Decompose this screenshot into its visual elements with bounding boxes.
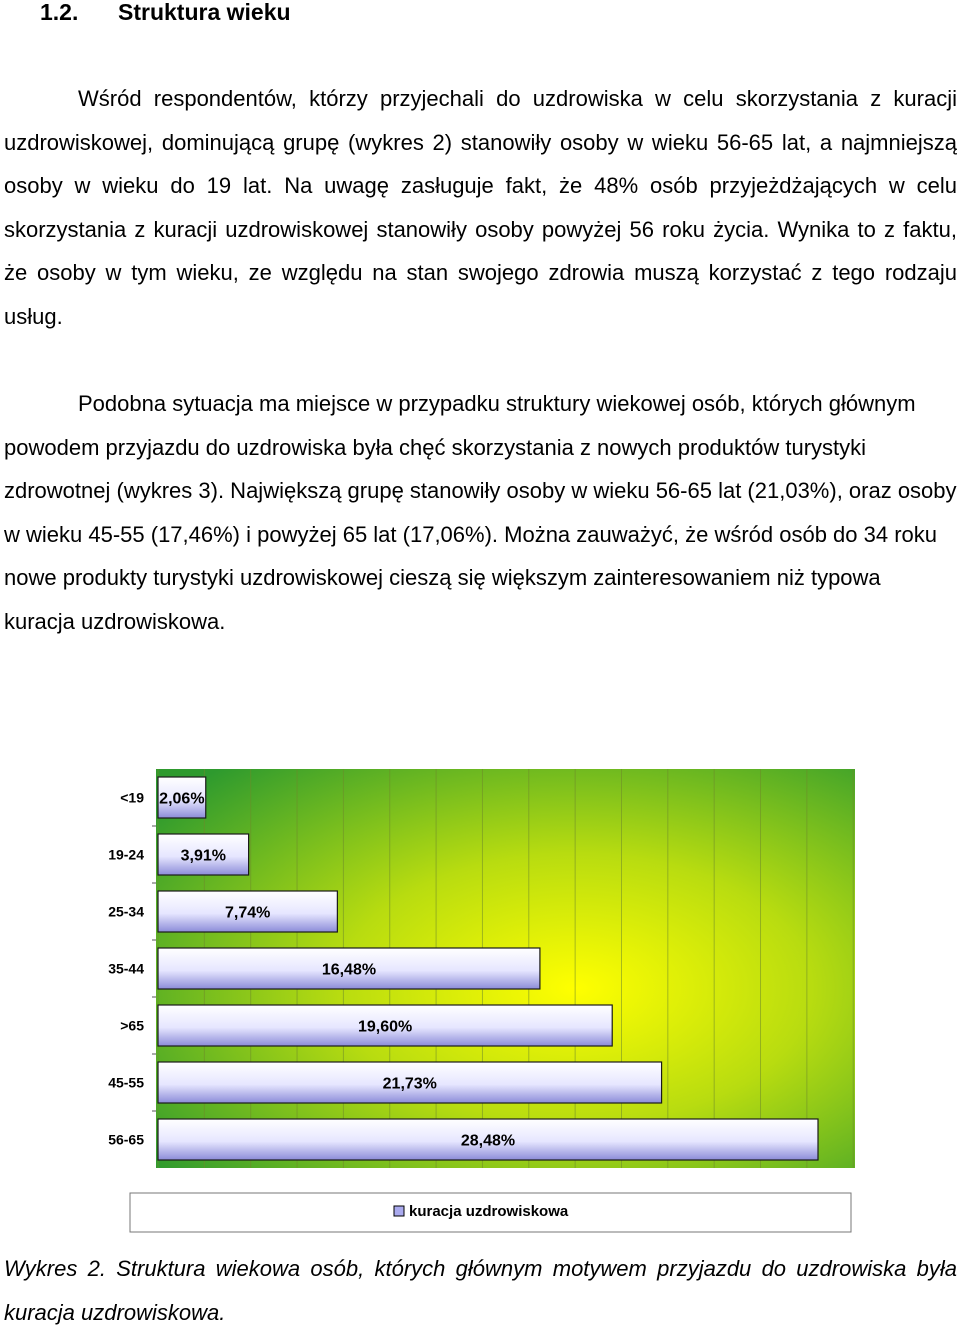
category-label: >65 (120, 1017, 144, 1034)
chart-caption: Wykres 2. Struktura wiekowa osób, których głównym motywem przyjazdu do uzdrowiska była kuracja uzdrowiskowa. (4, 1256, 957, 1325)
value-label: 2,06% (159, 790, 205, 808)
paragraph-1: Wśród respondentów, którzy przyjechali do uzdrowiska w celu skorzystania z kuracji uzdrowiskowej, dominującą grupę (wykres 2) stanowiły osoby w wieku 56-65 lat, a najmniejszą osoby w wieku do 19 lat. Na uwagę zasługuje fakt, że 48% osób przyjeżdżających w celu skorzystania z kuracji uzdrowiskowej stanowiły osoby powyżej 56 roku życia. Wynika to z faktu, że osoby w tym wieku, ze względu na stan swojego zdrowia muszą korzystać z tego rodzaju usług. (4, 86, 957, 329)
category-label: 45-55 (108, 1074, 144, 1091)
category-label: 35-44 (108, 960, 144, 977)
value-label: 16,48% (321, 961, 377, 979)
section-number: 1.2. (40, 0, 79, 25)
value-label: 3,91% (180, 847, 226, 865)
category-label: 25-34 (108, 903, 144, 920)
legend-swatch (394, 1206, 404, 1216)
section-heading (40, 0, 291, 32)
value-label: 19,60% (357, 1018, 413, 1036)
value-label: 21,73% (382, 1075, 437, 1093)
category-label: 19-24 (108, 846, 144, 863)
legend (130, 1193, 851, 1232)
legend-label: kuracja uzdrowiskowa (409, 1203, 569, 1220)
value-label: 7,74% (224, 904, 271, 922)
value-label: 28,48% (460, 1132, 516, 1150)
paragraph-2: Podobna sytuacja ma miejsce w przypadku struktury wiekowej osób, których głównym powodem przyjazdu do uzdrowiska była chęć skorzystania z nowych produktów turystyki zdrowotnej (wykres 3). Największą grupę stanowiły osoby w wieku 56-65 lat (21,03%), oraz osoby w wieku 45-55 (17,46%) i powyżej 65 lat (17,06%). Można zauważyć, że wśród osób do 34 roku nowe produkty turystyki uzdrowiskowej cieszą się większym zainteresowaniem niż typowa kuracja uzdrowiskowa. (4, 391, 957, 634)
category-labels (108, 790, 144, 1148)
category-label: <19 (120, 789, 144, 806)
category-label: 56-65 (108, 1131, 144, 1148)
age-structure-chart (0, 760, 960, 1240)
section-title: Struktura wieku (118, 0, 291, 25)
